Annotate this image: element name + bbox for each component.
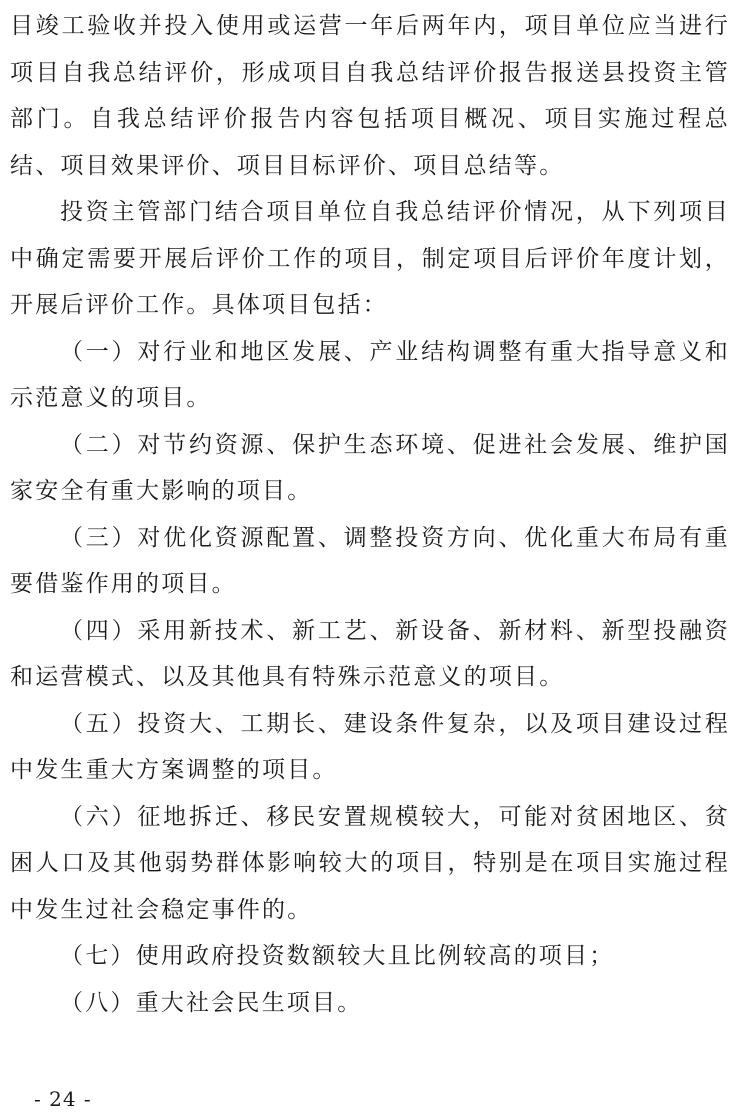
list-item-6: （六）征地拆迁、移民安置规模较大，可能对贫困地区、贫困人口及其他弱势群体影响较大的项目，特别是在项目实施过程中发生过社会稳定事件的。 xyxy=(10,803,730,923)
paragraph-intro-continuation: 目竣工验收并投入使用或运营一年后两年内，项目单位应当进行项目自我总结评价，形成项目自我总结评价报告报送县投资主管部门。自我总结评价报告内容包括项目概况、项目实施过程总结、项目效果评价、项目目标评价、项目总结等。 xyxy=(10,13,730,179)
list-item-2: （二）对节约资源、保护生态环境、促进社会发展、维护国家安全有重大影响的项目。 xyxy=(10,431,730,504)
list-item-7: （七）使用政府投资数额较大且比例较高的项目； xyxy=(60,943,615,969)
list-item-1: （一）对行业和地区发展、产业结构调整有重大指导意义和示范意义的项目。 xyxy=(10,338,730,411)
paragraph-post-evaluation-scope: 投资主管部门结合项目单位自我总结评价情况，从下列项目中确定需要开展后评价工作的项目，制定项目后评价年度计划，开展后评价工作。具体项目包括： xyxy=(10,199,730,318)
list-item-8: （八）重大社会民生项目。 xyxy=(60,989,363,1016)
list-item-4: （四）采用新技术、新工艺、新设备、新材料、新型投融资和运营模式、以及其他具有特殊示范意义的项目。 xyxy=(10,617,730,690)
list-item-3: （三）对优化资源配置、调整投资方向、优化重大布局有重要借鉴作用的项目。 xyxy=(10,524,730,597)
list-item-5: （五）投资大、工期长、建设条件复杂，以及项目建设过程中发生重大方案调整的项目。 xyxy=(10,710,730,783)
document-body xyxy=(10,3,730,1026)
page-number: - 24 - xyxy=(34,1087,92,1111)
